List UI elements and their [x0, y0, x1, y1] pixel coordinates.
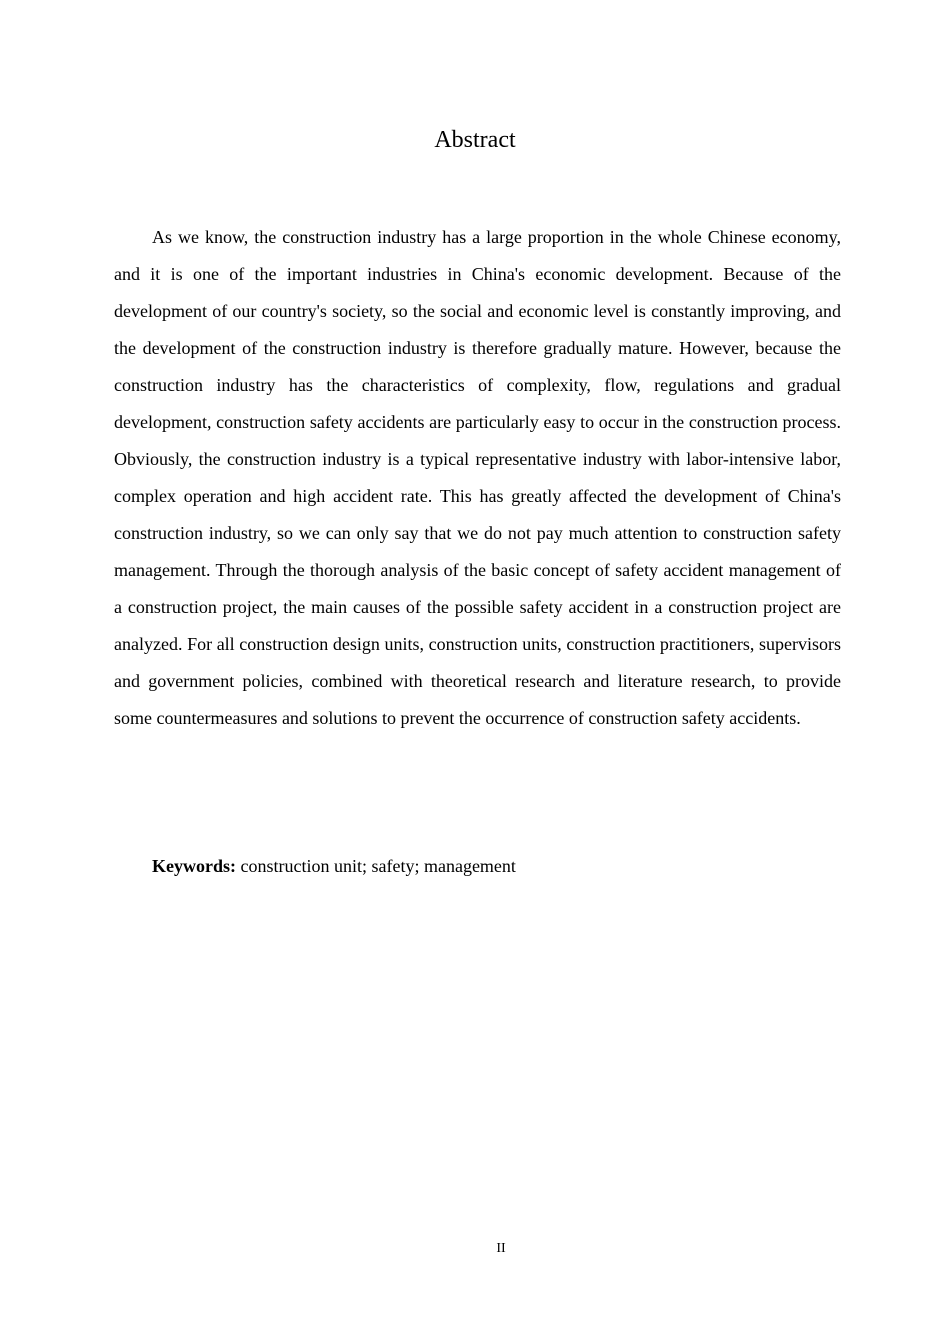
keywords-line — [152, 852, 841, 880]
keywords-label: Keywords: — [152, 856, 236, 876]
abstract-title: Abstract — [434, 127, 516, 153]
abstract-body: As we know, the construction industry has a large proportion in the whole Chinese economy, and it is one of the important industries in China's economic development. Because of the development of our country's society, so the social and economic level is constantly improving, and the development of the construction industry is therefore gradually mature. However, because the construction industry has the characteristics of complexity, flow, regulations and gradual development, construction safety accidents are particularly easy to occur in the construction process. Obviously, the construction industry is a typical representative industry with labor-intensive labor, complex operation and high accident rate. This has greatly affected the development of China's construction industry, so we can only say that we do not pay much attention to construction safety management. Through the thorough analysis of the basic concept of safety accident management of a construction project, the main causes of the possible safety accident in a construction project are analyzed. For all construction design units, construction units, construction practitioners, supervisors and government policies, combined with theoretical research and literature research, to provide some countermeasures and solutions to prevent the occurrence of construction safety accidents. — [114, 227, 841, 728]
keywords-value: construction unit; safety; management — [240, 856, 516, 876]
page-number: II — [496, 1241, 506, 1256]
